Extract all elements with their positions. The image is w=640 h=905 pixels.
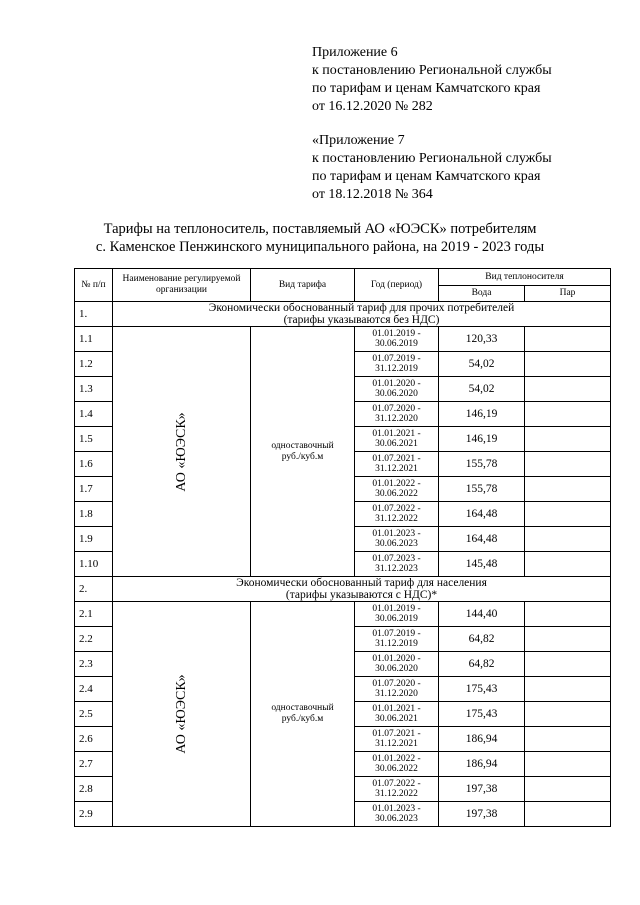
section-number: 2. (75, 577, 113, 602)
section-title-line: Экономически обоснованный тариф для населения (236, 577, 487, 589)
row-number: 2.2 (75, 627, 113, 652)
row-number: 2.3 (75, 652, 113, 677)
steam-tariff (525, 427, 611, 452)
row-number: 2.1 (75, 602, 113, 627)
tariff-unit-line: руб./куб.м (281, 451, 324, 462)
row-number: 2.9 (75, 802, 113, 827)
steam-tariff (525, 377, 611, 402)
water-tariff: 186,94 (439, 752, 525, 777)
steam-tariff (525, 652, 611, 677)
header-water: Вода (439, 286, 525, 302)
water-tariff: 175,43 (439, 677, 525, 702)
water-tariff: 197,38 (439, 802, 525, 827)
tariff-table (74, 268, 611, 827)
row-number: 1.7 (75, 477, 113, 502)
steam-tariff (525, 702, 611, 727)
header-line: к постановлению Региональной службы (312, 151, 552, 166)
water-tariff: 155,78 (439, 452, 525, 477)
water-tariff: 145,48 (439, 552, 525, 577)
header-line: от 16.12.2020 № 282 (312, 99, 433, 114)
water-tariff: 54,02 (439, 377, 525, 402)
steam-tariff (525, 352, 611, 377)
header-tariff-type: Вид тарифа (251, 269, 355, 302)
header-line: по тарифам и ценам Камчатского края (312, 81, 541, 96)
steam-tariff (525, 602, 611, 627)
section-title (113, 577, 611, 602)
water-tariff: 146,19 (439, 402, 525, 427)
section-title-line: (тарифы указываются с НДС)* (285, 589, 438, 601)
water-tariff: 120,33 (439, 327, 525, 352)
steam-tariff (525, 502, 611, 527)
row-number: 1.2 (75, 352, 113, 377)
org-name-cell (113, 327, 251, 577)
section-row (75, 302, 611, 327)
header-line: Приложение 6 (312, 45, 398, 60)
section-title-line: (тарифы указываются без НДС) (283, 314, 440, 326)
period-cell: 01.01.2019 - 30.06.2019 (355, 602, 439, 627)
period-cell: 01.07.2019 - 31.12.2019 (355, 627, 439, 652)
section-number: 1. (75, 302, 113, 327)
steam-tariff (525, 402, 611, 427)
steam-tariff (525, 477, 611, 502)
table-body (75, 302, 611, 827)
water-tariff: 54,02 (439, 352, 525, 377)
period-cell: 01.07.2021 - 31.12.2021 (355, 727, 439, 752)
row-number: 2.6 (75, 727, 113, 752)
water-tariff: 197,38 (439, 777, 525, 802)
row-number: 1.5 (75, 427, 113, 452)
period-cell: 01.07.2022 - 31.12.2022 (355, 777, 439, 802)
title-line: Тарифы на теплоноситель, поставляемый АО «ЮЭСК» потребителям (103, 221, 537, 237)
header-line: к постановлению Региональной службы (312, 63, 552, 78)
header-line: от 18.12.2018 № 364 (312, 187, 433, 202)
period-cell: 01.01.2019 - 30.06.2019 (355, 327, 439, 352)
period-cell: 01.07.2019 - 31.12.2019 (355, 352, 439, 377)
steam-tariff (525, 527, 611, 552)
table-row (75, 327, 611, 352)
tariff-type-line: одноставочный (271, 703, 334, 713)
water-tariff: 144,40 (439, 602, 525, 627)
row-number: 2.8 (75, 777, 113, 802)
header-line: по тарифам и ценам Камчатского края (312, 169, 541, 184)
row-number: 2.5 (75, 702, 113, 727)
steam-tariff (525, 727, 611, 752)
steam-tariff (525, 777, 611, 802)
header-appendix-6 (312, 44, 552, 116)
period-cell: 01.01.2021 - 30.06.2021 (355, 702, 439, 727)
steam-tariff (525, 752, 611, 777)
period-cell: 01.07.2022 - 31.12.2022 (355, 502, 439, 527)
row-number: 1.1 (75, 327, 113, 352)
header-line: «Приложение 7 (312, 133, 405, 148)
tariff-type-cell (251, 602, 355, 827)
period-cell: 01.01.2020 - 30.06.2020 (355, 652, 439, 677)
steam-tariff (525, 677, 611, 702)
water-tariff: 155,78 (439, 477, 525, 502)
tariff-unit-line: руб./куб.м (281, 714, 324, 724)
document-title (0, 220, 640, 256)
water-tariff: 175,43 (439, 702, 525, 727)
org-name-cell (113, 602, 251, 827)
header-num: № п/п (75, 269, 113, 302)
header-org: Наименование регулируемой организации (113, 269, 251, 302)
row-number: 1.10 (75, 552, 113, 577)
water-tariff: 186,94 (439, 727, 525, 752)
period-cell: 01.01.2022 - 30.06.2022 (355, 752, 439, 777)
header-steam: Пар (525, 286, 611, 302)
header-carrier: Вид теплоносителя (439, 269, 611, 286)
row-number: 2.7 (75, 752, 113, 777)
row-number: 1.4 (75, 402, 113, 427)
water-tariff: 146,19 (439, 427, 525, 452)
row-number: 1.9 (75, 527, 113, 552)
period-cell: 01.07.2023 - 31.12.2023 (355, 552, 439, 577)
steam-tariff (525, 552, 611, 577)
water-tariff: 164,48 (439, 527, 525, 552)
water-tariff: 64,82 (439, 652, 525, 677)
steam-tariff (525, 452, 611, 477)
header-period: Год (период) (355, 269, 439, 302)
period-cell: 01.01.2020 - 30.06.2020 (355, 377, 439, 402)
period-cell: 01.07.2020 - 31.12.2020 (355, 677, 439, 702)
tariff-type-cell (251, 327, 355, 577)
row-number: 1.3 (75, 377, 113, 402)
period-cell: 01.01.2023 - 30.06.2023 (355, 802, 439, 827)
row-number: 1.8 (75, 502, 113, 527)
period-cell: 01.01.2023 - 30.06.2023 (355, 527, 439, 552)
water-tariff: 64,82 (439, 627, 525, 652)
water-tariff: 164,48 (439, 502, 525, 527)
org-name: АО «ЮЭСК» (173, 411, 189, 492)
steam-tariff (525, 627, 611, 652)
section-title-line: Экономически обоснованный тариф для прочих потребителей (208, 302, 515, 314)
period-cell: 01.07.2020 - 31.12.2020 (355, 402, 439, 427)
period-cell: 01.01.2022 - 30.06.2022 (355, 477, 439, 502)
steam-tariff (525, 327, 611, 352)
period-cell: 01.07.2021 - 31.12.2021 (355, 452, 439, 477)
header-appendix-7 (312, 132, 552, 204)
table-row (75, 602, 611, 627)
period-cell: 01.01.2021 - 30.06.2021 (355, 427, 439, 452)
title-line: с. Каменское Пенжинского муниципального района, на 2019 - 2023 годы (95, 239, 545, 255)
section-title (113, 302, 611, 327)
steam-tariff (525, 802, 611, 827)
org-name: АО «ЮЭСК» (173, 674, 189, 754)
section-row (75, 577, 611, 602)
tariff-type-line: одноставочный (271, 440, 334, 451)
row-number: 1.6 (75, 452, 113, 477)
row-number: 2.4 (75, 677, 113, 702)
